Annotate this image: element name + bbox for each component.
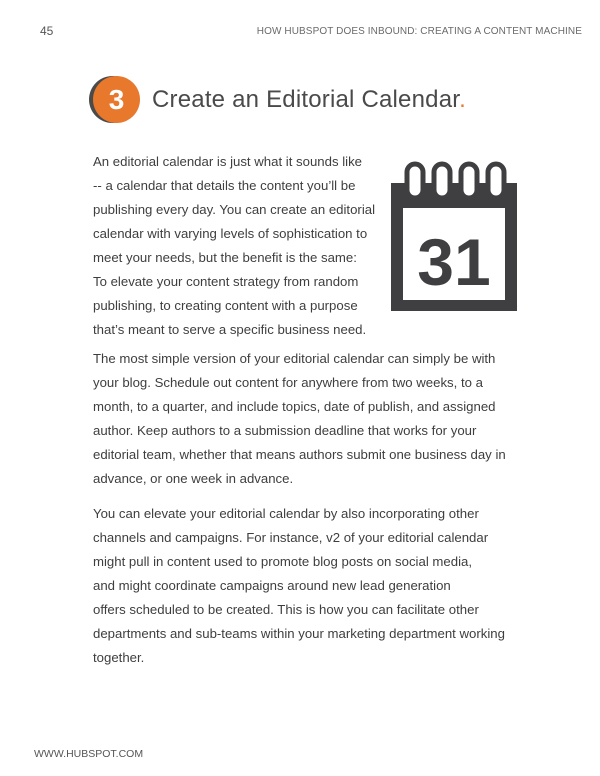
text-line: publishing, to creating content with a purpose	[93, 298, 358, 313]
section-title-text: Create an Editorial Calendar	[152, 85, 460, 113]
text-line: An editorial calendar is just what it sounds like	[93, 154, 363, 169]
paragraph-1	[93, 150, 378, 342]
text-line: The most simple version of your editorial calendar can simply be with	[93, 351, 496, 366]
running-header: HOW HUBSPOT DOES INBOUND: CREATING A CONTENT MACHINE	[256, 26, 582, 37]
section-number-badge: 3	[93, 76, 140, 123]
page-number: 45	[40, 24, 54, 38]
section-heading	[93, 76, 466, 123]
text-line: your blog. Schedule out content for anywhere from two weeks, to a	[93, 375, 483, 390]
section-title-period: .	[459, 85, 466, 113]
calendar-icon	[389, 158, 519, 313]
text-line: departments and sub-teams within your marketing department working	[93, 626, 505, 641]
text-line: might pull in content used to promote blog posts on social media,	[93, 554, 472, 569]
text-line: meet your needs, but the benefit is the same:	[93, 250, 357, 265]
text-line: publishing every day. You can create an editorial	[93, 202, 376, 217]
calendar-day: 31	[417, 225, 491, 299]
paragraph-3	[93, 502, 513, 670]
text-line: You can elevate your editorial calendar by also incorporating other	[93, 506, 479, 521]
section-title	[152, 86, 466, 114]
text-line: that’s meant to serve a specific business need.	[93, 322, 367, 337]
paragraph-2	[93, 347, 513, 491]
text-line: To elevate your content strategy from random	[93, 274, 359, 289]
text-line: editorial team, whether that means authors submit one business day in	[93, 447, 506, 462]
text-line: together.	[93, 650, 145, 665]
text-line: author. Keep authors to a submission deadline that works for your	[93, 423, 477, 438]
text-line: month, to a quarter, and include topics, date of publish, and assigned	[93, 399, 496, 414]
text-line: channels and campaigns. For instance, v2 of your editorial calendar	[93, 530, 489, 545]
text-line: advance, or one week in advance.	[93, 471, 294, 486]
text-line: offers scheduled to be created. This is how you can facilitate other	[93, 602, 479, 617]
text-line: calendar with varying levels of sophistication to	[93, 226, 368, 241]
text-line: and might coordinate campaigns around new lead generation	[93, 578, 451, 593]
text-line: -- a calendar that details the content you’ll be	[93, 178, 356, 193]
footer-url[interactable]: WWW.HUBSPOT.COM	[34, 748, 144, 760]
